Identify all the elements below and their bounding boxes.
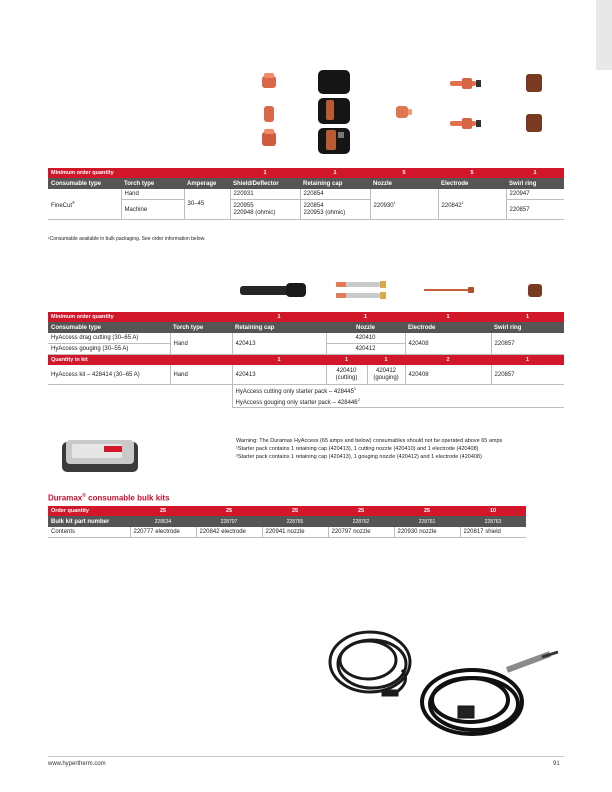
electrode-cell: 420408 xyxy=(405,333,491,355)
moq-electrode: 5 xyxy=(438,168,506,178)
swirl-hand: 220947 xyxy=(506,189,564,200)
hyaccess-kit-case-image xyxy=(60,436,142,476)
nozzle-image xyxy=(396,106,412,118)
torch-hand: Hand xyxy=(121,189,184,200)
moq-swirl: 1 xyxy=(506,168,564,178)
oq-cell: 25 xyxy=(130,506,196,516)
shield-hand: 220931 xyxy=(230,189,300,200)
moq-cap: 1 xyxy=(232,312,326,322)
qik-nozzle2: 1 xyxy=(367,355,405,366)
cap-machine: 220854 220953 (ohmic) xyxy=(300,200,370,220)
qik-electrode: 2 xyxy=(405,355,491,366)
kit-nozzle-cutting: 420410 (cutting) xyxy=(326,365,367,385)
contents-cell: 220817 shield xyxy=(460,527,526,538)
kit-torch: Hand xyxy=(170,365,232,385)
starter-note-1: ¹Starter pack contains 1 retaining cap (420413), 1 cutting nozzle (420410) and 1 electrode (420408) xyxy=(236,446,479,452)
electrode-images xyxy=(450,78,481,129)
finecut-header-row xyxy=(48,178,564,189)
kit-nozzle-gouging: 420412 (gouging) xyxy=(367,365,405,385)
pn-cell: 228761 xyxy=(394,516,460,527)
hand-torch-lead-image xyxy=(330,632,410,696)
col-header: Torch type xyxy=(121,178,184,189)
bulk-kits-table xyxy=(48,506,526,538)
contents-cell: 220941 nozzle xyxy=(262,527,328,538)
page-tab-strip xyxy=(596,0,612,70)
footer-url[interactable]: www.hypertherm.com xyxy=(48,761,106,767)
cap-cell: 420413 xyxy=(232,333,326,355)
electrode-cell: 220842$^1$ xyxy=(438,189,506,220)
shield-deflector-images xyxy=(262,73,276,146)
col-header: Swirl ring xyxy=(491,322,564,333)
shield-machine: 220955 220948 (ohmic) xyxy=(230,200,300,220)
moq-label: Minimum order quantity xyxy=(48,168,230,178)
hyaccess-swirl-ring-image xyxy=(528,284,542,297)
swirl-machine: 220857 xyxy=(506,200,564,220)
hyaccess-row-cutting xyxy=(48,333,564,344)
consumable-type-cell: FineCut® xyxy=(48,189,121,220)
hyaccess-notes xyxy=(236,437,502,461)
pn-label: Bulk kit part number xyxy=(48,516,130,527)
bulk-kits-title: Duramax® consumable bulk kits xyxy=(48,493,170,503)
finecut-moq-row xyxy=(48,168,564,178)
moq-cap: 1 xyxy=(300,168,370,178)
starter-note-2: ²Starter pack contains 1 retaining cap (420413), 1 gouging nozzle (420412) and 1 electrode (420408) xyxy=(236,454,482,460)
nozzle-cell: 220930$^1$ xyxy=(370,189,438,220)
oq-cell: 25 xyxy=(328,506,394,516)
torch-machine: Machine xyxy=(121,200,184,220)
moq-electrode: 1 xyxy=(405,312,491,322)
col-header: Swirl ring xyxy=(506,178,564,189)
bulk-contents-row xyxy=(48,527,526,538)
hyaccess-consumables-image xyxy=(236,276,556,304)
page-number: 91 xyxy=(553,761,560,767)
warning-note: Warning: The Duramax HyAccess (65 amps and below) consumables should not be operated above 65 amps xyxy=(236,438,503,444)
bulk-order-qty-row xyxy=(48,506,526,516)
col-header: Nozzle xyxy=(370,178,438,189)
pn-cell: 228763 xyxy=(460,516,526,527)
oq-cell: 10 xyxy=(460,506,526,516)
moq-label: Minimum order quantity xyxy=(48,312,232,322)
hyaccess-table xyxy=(48,312,564,408)
consumable-type-cell: HyAccess drag cutting (30–65 A) xyxy=(48,333,170,344)
kit-cap: 420413 xyxy=(232,365,326,385)
nozzle-cutting: 420410 xyxy=(326,333,405,344)
col-header: Retaining cap xyxy=(300,178,370,189)
hyaccess-retaining-cap-image xyxy=(240,283,306,297)
oq-cell: 25 xyxy=(394,506,460,516)
qik-label: Quantity in kit xyxy=(48,355,232,366)
pn-cell: 228634 xyxy=(130,516,196,527)
finecut-row-hand xyxy=(48,189,564,200)
hyaccess-kit-qty-row xyxy=(48,355,564,366)
machine-torch-lead-image xyxy=(422,652,558,734)
contents-cell: 220777 electrode xyxy=(130,527,196,538)
footer-divider xyxy=(48,756,564,757)
cap-hand: 220854 xyxy=(300,189,370,200)
col-header: Retaining cap xyxy=(232,322,326,333)
contents-label: Contents xyxy=(48,527,130,538)
kit-electrode: 420408 xyxy=(405,365,491,385)
col-header: Shield/Deflector xyxy=(230,178,300,189)
consumable-type-cell: HyAccess gouging (30–55 A) xyxy=(48,344,170,355)
starter-packs-cell: HyAccess cutting only starter pack – 428445$^1$ HyAccess gouging only starter pack – 428446$^2$ xyxy=(232,385,564,408)
moq-swirl: 1 xyxy=(491,312,564,322)
moq-shield: 1 xyxy=(230,168,300,178)
hyaccess-kit-row xyxy=(48,365,564,385)
col-header: Electrode xyxy=(405,322,491,333)
hyaccess-nozzle-images xyxy=(336,281,386,299)
hyaccess-header-row xyxy=(48,322,564,333)
col-header: Electrode xyxy=(438,178,506,189)
nozzle-gouging: 420412 xyxy=(326,344,405,355)
torch-cell: Hand xyxy=(170,333,232,355)
col-header: Consumable type xyxy=(48,178,121,189)
pn-cell: 228762 xyxy=(328,516,394,527)
finecut-table xyxy=(48,168,564,220)
retaining-cap-images xyxy=(318,70,350,154)
oq-cell: 25 xyxy=(196,506,262,516)
torch-leads-image xyxy=(322,610,562,748)
qik-nozzle1: 1 xyxy=(326,355,367,366)
finecut-footnote: ¹Consumable available in bulk packaging. See order information below. xyxy=(48,236,206,242)
hyaccess-electrode-image xyxy=(424,287,474,293)
oq-label: Order quantity xyxy=(48,506,130,516)
col-header: Amperage xyxy=(184,178,230,189)
col-header: Consumable type xyxy=(48,322,170,333)
amperage-cell: 30–45 xyxy=(184,189,230,220)
oq-cell: 25 xyxy=(262,506,328,516)
kit-swirl: 220857 xyxy=(491,365,564,385)
contents-cell: 220842 electrode xyxy=(196,527,262,538)
swirl-ring-images xyxy=(526,74,542,132)
qik-swirl: 1 xyxy=(491,355,564,366)
contents-cell: 220797 nozzle xyxy=(328,527,394,538)
contents-cell: 220930 nozzle xyxy=(394,527,460,538)
hyaccess-starter-row xyxy=(48,385,564,408)
pn-cell: 228707 xyxy=(196,516,262,527)
pn-cell: 228765 xyxy=(262,516,328,527)
kit-type: HyAccess kit – 428414 (30–65 A) xyxy=(48,365,170,385)
qik-cap: 1 xyxy=(232,355,326,366)
hyaccess-moq-row xyxy=(48,312,564,322)
moq-nozzle: 5 xyxy=(370,168,438,178)
col-header: Torch type xyxy=(170,322,232,333)
starter-spacer xyxy=(48,385,232,408)
finecut-consumables-image xyxy=(250,68,550,160)
swirl-cell: 220857 xyxy=(491,333,564,355)
bulk-part-number-row xyxy=(48,516,526,527)
moq-nozzle: 1 xyxy=(326,312,405,322)
col-header: Nozzle xyxy=(326,322,405,333)
